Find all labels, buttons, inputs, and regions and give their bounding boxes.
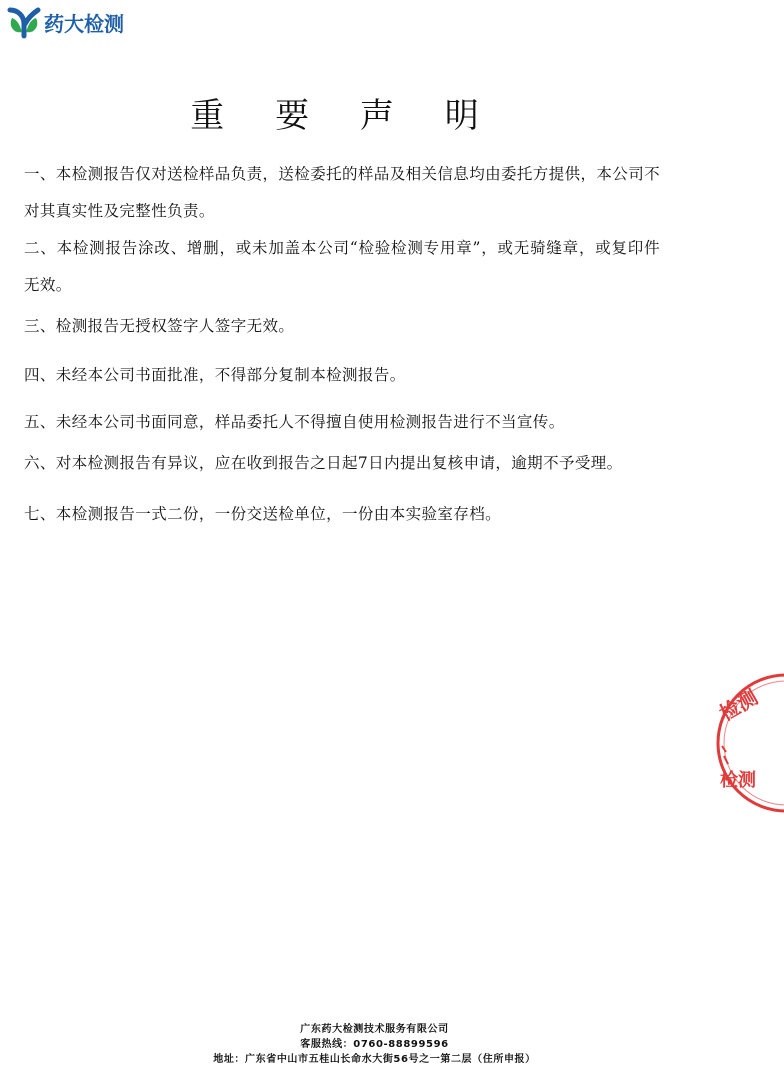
clause-3: 三、检测报告无授权签字人签字无效。 [24, 317, 295, 335]
footer-hotline: 客服热线：0760-88899596 [300, 1039, 449, 1050]
clause-1: 一、本检测报告仅对送检样品负责，送检委托的样品及相关信息均由委托方提供，本公司不对其真实性及完整性负责。 [24, 165, 661, 220]
document-title: 重 要 声 明 [190, 96, 499, 136]
red-seal-stamp [714, 668, 784, 818]
clause-4: 四、未经本公司书面批准，不得部分复制本检测报告。 [24, 366, 406, 384]
seal-bottom-text: 检测 [720, 770, 756, 791]
footer-address: 地址：广东省中山市五桂山长命水大街56号之一第二层（住所申报） [213, 1054, 536, 1065]
clause-5: 五、未经本公司书面同意，样品委托人不得擅自使用检测报告进行不当宣传。 [24, 413, 565, 431]
y-leaf-logo-icon [6, 4, 42, 40]
clause-6: 六、对本检测报告有异议，应在收到报告之日起7日内提出复核申请，逾期不予受理。 [24, 454, 623, 472]
footer-company: 广东药大检测技术服务有限公司 [300, 1024, 449, 1035]
seal-top-text: 检测 [715, 684, 762, 726]
clause-2: 二、本检测报告涂改、增删，或未加盖本公司“检验检测专用章”，或无骑缝章，或复印件无效。 [24, 239, 660, 294]
page-footer [0, 1022, 749, 1067]
clause-7: 七、本检测报告一式二份，一份交送检单位，一份由本实验室存档。 [24, 505, 502, 523]
company-logo [6, 4, 124, 40]
logo-text: 药大检测 [44, 11, 124, 36]
